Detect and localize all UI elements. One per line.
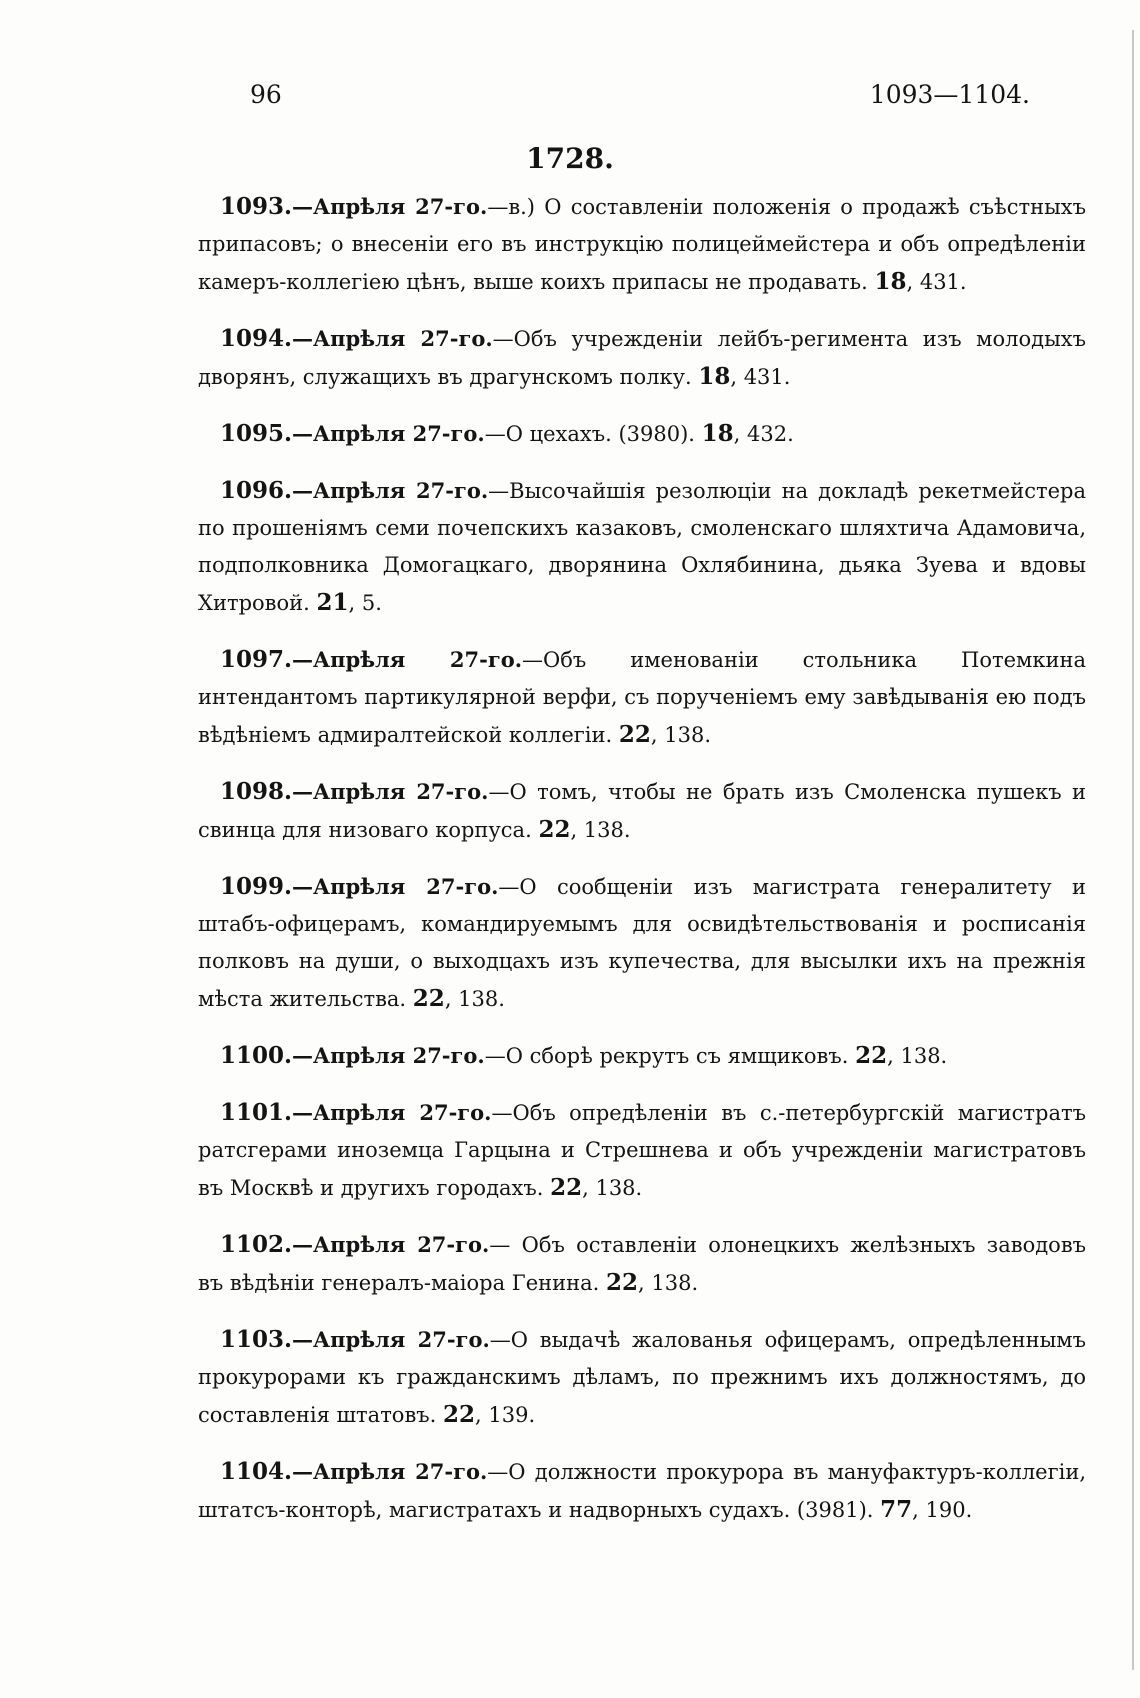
entry-list bbox=[198, 188, 1086, 1548]
entry-date: —Апрѣля 27-го. bbox=[292, 874, 499, 899]
entry-text: —Объ учрежденіи лейбъ-регимента изъ молодыхъ дворянъ, служащихъ въ драгунскомъ полку. bbox=[198, 327, 1086, 389]
entry-volume: 22 bbox=[550, 1174, 583, 1201]
year-heading: 1728. bbox=[526, 142, 614, 175]
entry-text: —О сообщеніи изъ магистрата генералитету и штабъ-офицерамъ, командируемымъ для освидѣтельствованія и росписанія полковъ на души, о выходцахъ изъ купечества, для высылки ихъ на прежнія мѣста жительства. bbox=[198, 875, 1086, 1011]
entry-date: —Апрѣля 27-го. bbox=[292, 1043, 485, 1068]
entry-volume: 18 bbox=[701, 420, 734, 447]
entry-volume: 21 bbox=[316, 589, 349, 616]
page-number: 96 bbox=[250, 80, 282, 109]
entry-text: —О выдачѣ жалованья офицерамъ, опредѣленнымъ прокурорами къ гражданскимъ дѣламъ, по прежнимъ ихъ должностямъ, до составленія штатовъ. bbox=[198, 1328, 1086, 1427]
entry-date: —Апрѣля 27-го. bbox=[292, 421, 485, 446]
entry-volume: 22 bbox=[606, 1269, 639, 1296]
entry-number: 1100. bbox=[220, 1042, 293, 1069]
entry bbox=[198, 320, 1086, 396]
entry-page: , 138. bbox=[582, 1176, 643, 1200]
entry-date: —Апрѣля 27-го. bbox=[292, 647, 523, 672]
entry-page: , 432. bbox=[733, 422, 794, 446]
entry-text: —О цехахъ. (3980). bbox=[484, 422, 695, 446]
entry-number: 1094. bbox=[220, 325, 293, 352]
entry bbox=[198, 773, 1086, 849]
entry-page: , 431. bbox=[906, 270, 967, 294]
entry-date: —Апрѣля 27-го. bbox=[292, 1459, 488, 1484]
entry bbox=[198, 1226, 1086, 1302]
entry-text: —О томъ, чтобы не брать изъ Смоленска пушекъ и свинца для низоваго корпуса. bbox=[198, 780, 1086, 842]
entry-volume: 18 bbox=[698, 363, 731, 390]
entry-number: 1093. bbox=[220, 193, 293, 220]
entry-volume: 22 bbox=[443, 1401, 476, 1428]
entry-page: , 138. bbox=[444, 987, 505, 1011]
entry-page: , 139. bbox=[475, 1403, 536, 1427]
entry-page: , 138. bbox=[638, 1271, 699, 1295]
entry-page: , 138. bbox=[570, 818, 631, 842]
entry bbox=[198, 1094, 1086, 1207]
entry-number: 1099. bbox=[220, 873, 293, 900]
entry-date: —Апрѣля 27-го. bbox=[292, 779, 489, 804]
entry-number: 1096. bbox=[220, 477, 293, 504]
entry bbox=[198, 1453, 1086, 1529]
page-header bbox=[250, 80, 1030, 120]
entry-number: 1101. bbox=[220, 1099, 293, 1126]
entry-number: 1097. bbox=[220, 646, 293, 673]
entry-volume: 22 bbox=[855, 1042, 888, 1069]
entry-text: —О сборѣ рекрутъ съ ямщиковъ. bbox=[484, 1044, 849, 1068]
entry bbox=[198, 868, 1086, 1018]
entry-number: 1098. bbox=[220, 778, 293, 805]
entry-range: 1093—1104. bbox=[869, 80, 1030, 109]
entry bbox=[198, 1037, 1086, 1075]
entry-page: , 190. bbox=[912, 1498, 973, 1522]
entry-volume: 22 bbox=[538, 816, 571, 843]
entry bbox=[198, 1321, 1086, 1434]
entry-date: —Апрѣля 27-го. bbox=[292, 1232, 490, 1257]
entry-text: —Объ именованіи стольника Потемкина интендантомъ партикулярной верфи, съ порученіемъ ему завѣдыванія ею подъ вѣдѣніемъ адмиралтейской коллегіи. bbox=[198, 648, 1086, 747]
entry-number: 1102. bbox=[220, 1231, 293, 1258]
entry-text: —Объ опредѣленіи въ с.-петербургскій магистратъ ратсгерами иноземца Гарцына и Стрешнева и объ учрежденіи магистратовъ въ Москвѣ и другихъ городахъ. bbox=[198, 1101, 1086, 1200]
entry-date: —Апрѣля 27-го. bbox=[292, 194, 488, 219]
entry-volume: 22 bbox=[412, 985, 445, 1012]
entry-number: 1095. bbox=[220, 420, 293, 447]
entry-date: —Апрѣля 27-го. bbox=[292, 478, 489, 503]
entry-text: —О должности прокурора въ мануфактуръ-коллегіи, штатсъ-конторѣ, магистратахъ и надворныхъ судахъ. (3981). bbox=[198, 1460, 1086, 1522]
entry-text: — Объ оставленіи олонецкихъ желѣзныхъ заводовъ въ вѣдѣніи генералъ-маіора Генина. bbox=[198, 1233, 1086, 1295]
entry-date: —Апрѣля 27-го. bbox=[292, 326, 493, 351]
page-edge-line bbox=[1132, 30, 1134, 1670]
entry-volume: 22 bbox=[618, 721, 651, 748]
entry-number: 1104. bbox=[220, 1458, 293, 1485]
entry-page: , 138. bbox=[650, 723, 711, 747]
entry-volume: 77 bbox=[880, 1496, 913, 1523]
entry-text: —в.) О составленіи положенія о продажѣ съѣстныхъ припасовъ; о внесеніи его въ инструкцію полицеймейстера и объ опредѣленіи камеръ-коллегіею цѣнъ, выше коихъ припасы не продавать. bbox=[198, 195, 1086, 294]
entry-date: —Апрѣля 27-го. bbox=[292, 1327, 490, 1352]
entry-volume: 18 bbox=[874, 268, 907, 295]
entry-page: , 5. bbox=[348, 591, 382, 615]
entry bbox=[198, 188, 1086, 301]
entry bbox=[198, 415, 1086, 453]
entry-number: 1103. bbox=[220, 1326, 293, 1353]
entry-text: —Высочайшія резолюціи на докладѣ рекетмейстера по прошеніямъ семи почепскихъ казаковъ, смоленскаго шляхтича Адамовича, подполковника Домогацкаго, дворянина Охлябинина, дьяка Зуева и вдовы Хитровой. bbox=[198, 479, 1087, 615]
entry bbox=[198, 472, 1086, 622]
entry bbox=[198, 641, 1086, 754]
entry-page: , 138. bbox=[887, 1044, 948, 1068]
entry-date: —Апрѣля 27-го. bbox=[292, 1100, 492, 1125]
entry-page: , 431. bbox=[730, 365, 791, 389]
